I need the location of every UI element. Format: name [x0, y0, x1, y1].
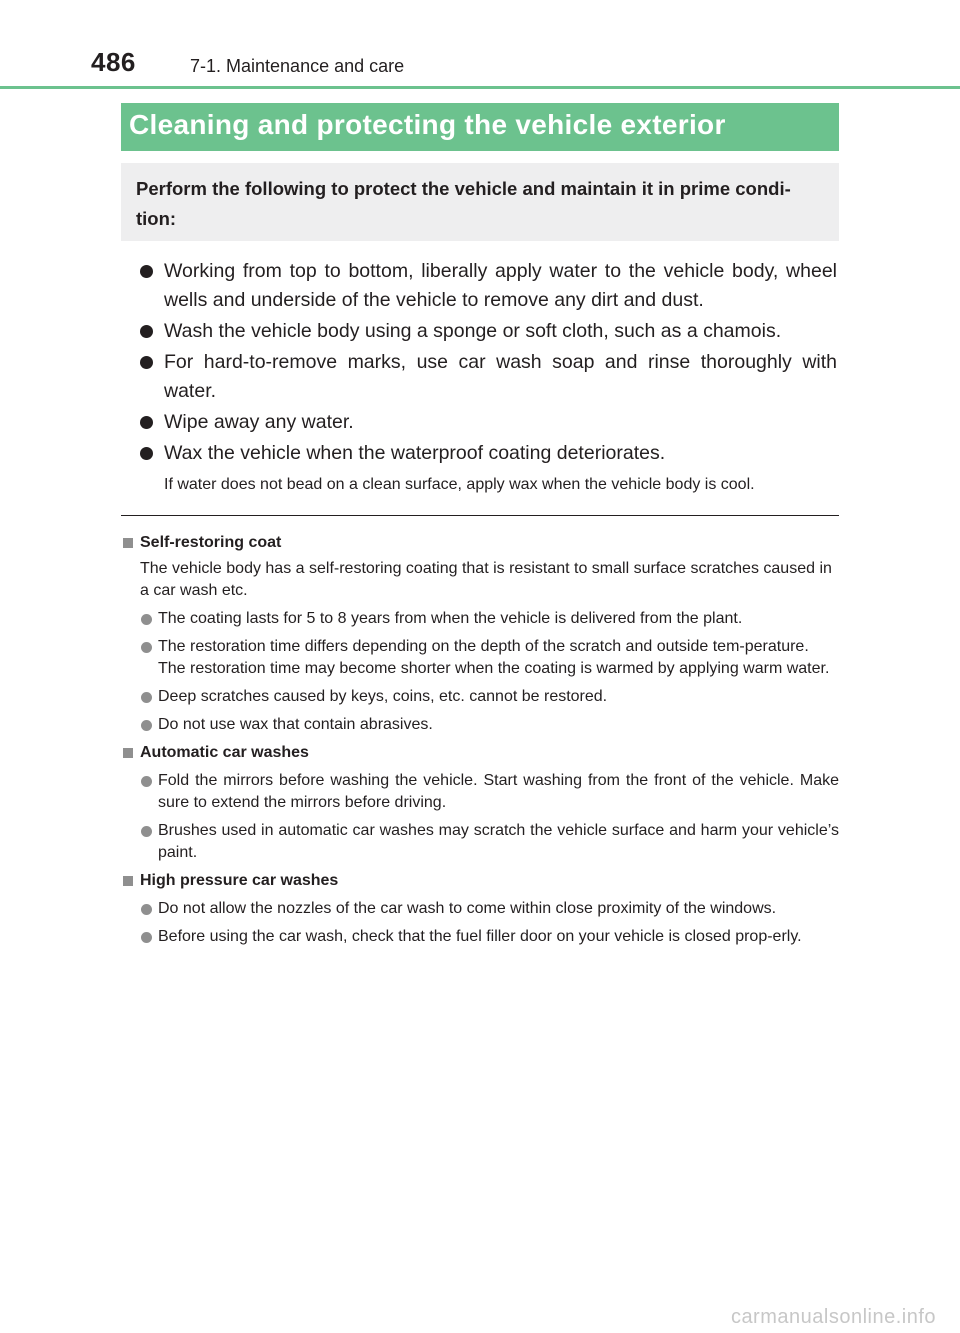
note-item: [121, 820, 839, 864]
note-item: [121, 608, 839, 630]
section-banner: [121, 103, 839, 151]
note-item-text: The restoration time may become shorter when the coating is warmed by applying warm water.: [158, 660, 830, 677]
list-item: [137, 439, 837, 468]
square-bullet-icon: [123, 538, 133, 548]
list-item-text: Working from top to bottom, liberally apply water to the vehicle body, wheel wells and underside of the vehicle to remove any dirt and dust.: [164, 260, 837, 311]
dot-bullet-icon: [141, 720, 152, 731]
note-item: [121, 926, 839, 948]
note-item-text: Fold the mirrors before washing the vehicle. Start washing from the front of the vehicle. Make sure to extend the mirrors before driving.: [158, 772, 839, 811]
note-item-text: Do not use wax that contain abrasives.: [158, 716, 433, 733]
wax-note: If water does not bead on a clean surface, apply wax when the vehicle body is cool.: [164, 476, 755, 493]
note-description: The vehicle body has a self-restoring coating that is resistant to small surface scratches caused in a car wash etc.: [140, 560, 832, 599]
note-heading-text: Automatic car washes: [140, 744, 309, 761]
note-item: [121, 714, 839, 736]
intro-box: [121, 163, 839, 241]
note-item: [121, 770, 839, 814]
list-item: [137, 408, 837, 437]
note-item-text: Deep scratches caused by keys, coins, etc. cannot be restored.: [158, 688, 608, 705]
bullet-icon: [140, 265, 153, 278]
square-bullet-icon: [123, 876, 133, 886]
note-item-text: Brushes used in automatic car washes may scratch the vehicle surface and harm your vehicle’s paint.: [158, 822, 839, 861]
bullet-icon: [140, 416, 153, 429]
dot-bullet-icon: [141, 826, 152, 837]
bullet-icon: [140, 325, 153, 338]
note-heading-automatic: [121, 742, 839, 764]
square-bullet-icon: [123, 748, 133, 758]
note-heading-high-pressure: [121, 870, 839, 892]
bullet-icon: [140, 356, 153, 369]
note-item-text: The coating lasts for 5 to 8 years from when the vehicle is delivered from the plant.: [158, 610, 743, 627]
list-item: [137, 317, 837, 346]
dot-bullet-icon: [141, 932, 152, 943]
dot-bullet-icon: [141, 776, 152, 787]
note-item-text: Before using the car wash, check that the fuel filler door on your vehicle is closed prop-erly.: [158, 928, 802, 945]
dot-bullet-icon: [141, 904, 152, 915]
note-item: [121, 898, 839, 920]
list-item-text: For hard-to-remove marks, use car wash soap and rinse thoroughly with water.: [164, 351, 837, 402]
main-list: [137, 257, 837, 496]
note-item: [121, 636, 839, 680]
note-heading-text: Self-restoring coat: [140, 534, 282, 551]
page-number: 486: [91, 47, 136, 77]
watermark: carmanualsonline.info: [730, 1306, 936, 1328]
dot-bullet-icon: [141, 692, 152, 703]
section-divider: [121, 515, 839, 516]
list-item: [137, 257, 837, 315]
intro-text: Perform the following to protect the vehicle and maintain it in prime condi-tion:: [136, 178, 791, 229]
note-heading-text: High pressure car washes: [140, 872, 339, 889]
note-item-text: Do not allow the nozzles of the car wash to come within close proximity of the windows.: [158, 900, 777, 917]
list-item-text: Wipe away any water.: [164, 411, 354, 433]
bullet-icon: [140, 447, 153, 460]
list-item-text: Wax the vehicle when the waterproof coating deteriorates.: [164, 442, 666, 464]
dot-bullet-icon: [141, 642, 152, 653]
page-header: [0, 0, 960, 92]
dot-bullet-icon: [141, 614, 152, 625]
list-item: [137, 348, 837, 406]
section-title: Cleaning and protecting the vehicle exterior: [129, 109, 726, 140]
chapter-title: 7-1. Maintenance and care: [190, 56, 405, 76]
note-item-text: The restoration time differs depending on the depth of the scratch and outside tem-perature.: [158, 638, 809, 655]
header-rule: [0, 86, 960, 89]
note-heading-self-restoring: [121, 532, 839, 554]
list-item-text: Wash the vehicle body using a sponge or soft cloth, such as a chamois.: [164, 320, 782, 342]
notes-section: [121, 526, 839, 948]
note-item: [121, 686, 839, 708]
